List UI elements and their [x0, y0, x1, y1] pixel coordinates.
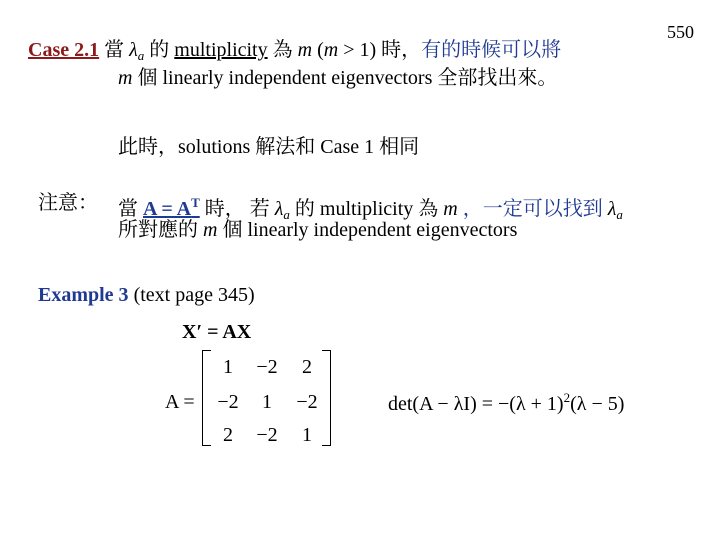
- note-line-2: [118, 218, 517, 242]
- case-heading-line-2: [118, 66, 557, 90]
- note-text-line2-b: 個 linearly independent eigenvectors: [217, 219, 518, 241]
- note-label: 注意：: [38, 192, 98, 214]
- note-highlight: ，一定可以找到: [457, 198, 608, 220]
- lambda-symbol: $\lambda_a$: [607, 198, 623, 222]
- matrix-cell: 2: [223, 424, 233, 446]
- case-heading-line-1: [28, 38, 561, 68]
- matrix-cell: 2: [302, 356, 312, 378]
- case-label: Case 2.1: [28, 39, 100, 61]
- m-symbol: m: [323, 39, 339, 61]
- matrix-cell: 1: [262, 391, 272, 413]
- case-text-b: 的: [144, 39, 175, 61]
- matrix-cell: −2: [256, 356, 278, 378]
- note-text-b: 時， 若: [199, 198, 275, 220]
- case-text-e: > 1) 時，: [338, 39, 422, 61]
- case-text-d: (: [312, 39, 324, 61]
- note-text-a: 當: [118, 198, 143, 220]
- multiplicity-term: multiplicity: [174, 39, 268, 61]
- matrix-label: A =: [165, 391, 195, 413]
- note-text-line2-a: 所對應的: [118, 219, 203, 241]
- case-text-c: 為: [267, 39, 298, 61]
- case-highlight: 有的時候可以將: [421, 39, 562, 61]
- matrix-cell: −2: [256, 424, 278, 446]
- example-heading: [38, 283, 255, 307]
- lambda-symbol: $\lambda_a$: [129, 39, 145, 63]
- m-symbol: m: [203, 219, 218, 241]
- matrix-cell: −2: [296, 391, 318, 413]
- case-text-line2: 個 linearly independent eigenvectors 全部找出來。: [132, 67, 558, 89]
- symmetric-condition: $A = A^T$: [143, 195, 200, 220]
- system-equation: X′ = AX: [182, 321, 252, 343]
- m-symbol: m: [297, 39, 313, 61]
- m-symbol: m: [118, 67, 133, 89]
- lambda-symbol: $\lambda_a$: [274, 198, 290, 222]
- example-label: Example 3: [38, 284, 129, 306]
- note-text-c: 的 multiplicity 為: [289, 198, 444, 220]
- example-ref: (text page 345): [133, 284, 255, 306]
- solutions-line: 此時，solutions 解法和 Case 1 相同: [118, 136, 420, 158]
- matrix-cell: −2: [217, 391, 239, 413]
- determinant-equation: $\det(A - \lambda I) = -(\lambda + 1)^2(\lambda - 5)$: [388, 390, 625, 415]
- matrix-cell: 1: [223, 356, 233, 378]
- m-symbol: m: [443, 198, 458, 220]
- case-text-a: 當: [104, 39, 130, 61]
- matrix-cell: 1: [302, 424, 312, 446]
- page-number: 550: [667, 22, 694, 42]
